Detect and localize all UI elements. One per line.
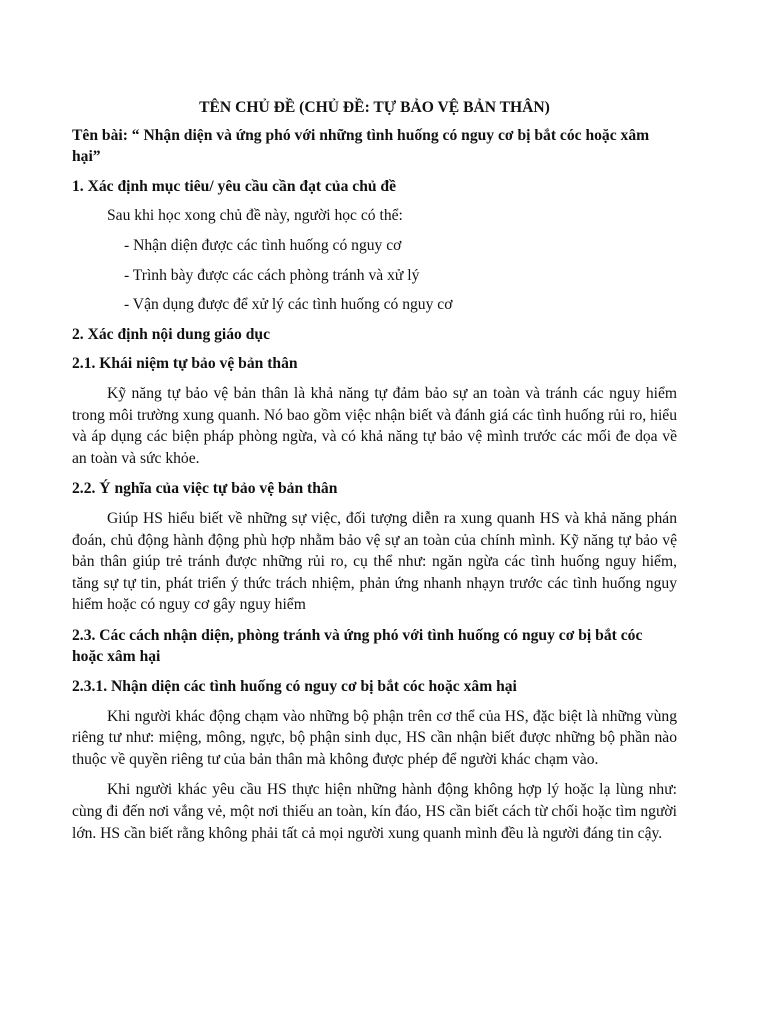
section-2-2-paragraph: Giúp HS hiểu biết về những sự việc, đối tượng diễn ra xung quanh HS và khả năng phán đoán, chủ động hành động phù hợp nhằm bảo vệ sự an toàn của chính mình. Kỹ năng tự bảo vệ bản thân giúp trẻ tránh được những rủi ro, cụ thể như: ngăn ngừa các tình huống nguy hiểm, tăng sự tự tin, phát triển ý thức trách nhiệm, phản ứng nhanh nhạyn trước các tình huống nguy hiểm hoặc có nguy cơ gây nguy hiểm (72, 509, 677, 614)
document-title: TÊN CHỦ ĐỀ (CHỦ ĐỀ: TỰ BẢO VỆ BẢN THÂN) (199, 99, 550, 116)
document-body (72, 97, 677, 853)
section-2-3-1-paragraph-2: Khi người khác yêu cầu HS thực hiện những hành động không hợp lý hoặc lạ lùng như: cùng đi đến nơi vắng vẻ, một nơi thiếu an toàn, kín đáo, HS cần biết cách từ chối hoặc tìm người lớn. HS cần biết rằng không phải tất cả mọi người xung quanh mình đều là người đáng tin cậy. (72, 781, 677, 842)
section-2-3-1-heading: 2.3.1. Nhận diện các tình huống có nguy cơ bị bắt cóc hoặc xâm hại (72, 678, 517, 696)
section-2-3-1-paragraph-1: Khi người khác động chạm vào những bộ phận trên cơ thể của HS, đặc biệt là những vùng riêng tư như: miệng, mông, ngực, bộ phận sinh dục, HS cần nhận biết được những bộ phần nào thuộc về quyền riêng tư của bản thân mà không được phép để người khác chạm vào. (72, 707, 677, 768)
objective-item: - Trình bày được các cách phòng tránh và xử lý (124, 266, 420, 284)
section-1-heading: 1. Xác định mục tiêu/ yêu cầu cần đạt của chủ đề (72, 177, 397, 195)
section-2-1-paragraph: Kỹ năng tự bảo vệ bản thân là khả năng tự đảm bảo sự an toàn và tránh các nguy hiểm trong môi trường xung quanh. Nó bao gồm việc nhận biết và đánh giá các tình huống rủi ro, hiểu và áp dụng các biện pháp phòng ngừa, và có khả năng tự bảo vệ mình trước các mối đe dọa về an toàn và sức khỏe. (72, 384, 677, 467)
lesson-name: Tên bài: “ Nhận diện và ứng phó với những tình huống có nguy cơ bị bắt cóc hoặc xâm hại” (72, 126, 650, 166)
section-2-2-heading: 2.2. Ý nghĩa của việc tự bảo vệ bản thân (72, 480, 338, 498)
section-2-3-heading: 2.3. Các cách nhận diện, phòng tránh và ứng phó với tình huống có nguy cơ bị bắt cóc hoặc xâm hại (72, 626, 643, 666)
objective-item: - Nhận diện được các tình huống có nguy cơ (124, 236, 402, 254)
section-2-heading: 2. Xác định nội dung giáo dục (72, 325, 271, 343)
objective-item: - Vận dụng được để xử lý các tình huống có nguy cơ (124, 296, 453, 314)
section-2-1-heading: 2.1. Khái niệm tự bảo vệ bản thân (72, 355, 298, 373)
section-1-lead: Sau khi học xong chủ đề này, người học có thể: (107, 207, 403, 225)
